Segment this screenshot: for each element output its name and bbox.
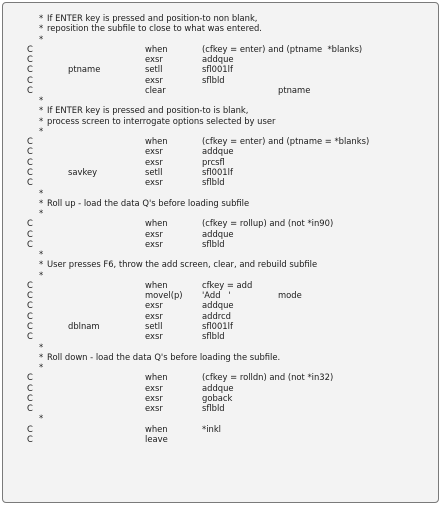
comment-marker: *: [39, 413, 44, 424]
comment-marker: *: [39, 351, 44, 362]
line-spec: C: [27, 64, 33, 75]
factor1: ptname: [68, 64, 101, 75]
opcode: movel(p): [145, 290, 183, 301]
factor2: 'Add ': [202, 290, 231, 301]
code-line: [3, 13, 438, 23]
comment-marker: *: [39, 13, 44, 23]
code-line: [3, 393, 438, 403]
code-line: [3, 126, 438, 136]
comment-marker: *: [39, 23, 44, 34]
code-line: [3, 383, 438, 393]
code-line: [3, 342, 438, 352]
code-line: [3, 136, 438, 146]
opcode: when: [145, 423, 168, 434]
factor2: addrcd: [202, 310, 231, 321]
opcode: exsr: [145, 310, 163, 321]
code-line: [3, 105, 438, 115]
line-spec: C: [27, 382, 33, 393]
opcode: clear: [145, 84, 166, 95]
opcode: exsr: [145, 382, 163, 393]
opcode: exsr: [145, 54, 163, 65]
line-spec: C: [27, 156, 33, 167]
code-line: [3, 218, 438, 228]
code-line: [3, 146, 438, 156]
comment-marker: *: [39, 208, 44, 219]
line-spec: C: [27, 74, 33, 85]
line-spec: C: [27, 310, 33, 321]
code-line: [3, 331, 438, 341]
code-line: [3, 75, 438, 85]
factor2: (cfkey = enter) and (ptname = *blanks): [202, 136, 370, 147]
line-spec: C: [27, 228, 33, 239]
code-line: [3, 352, 438, 362]
opcode: exsr: [145, 238, 163, 249]
code-line: [3, 34, 438, 44]
factor2: sfl001lf: [202, 320, 233, 331]
code-line: [3, 44, 438, 54]
line-spec: C: [27, 84, 33, 95]
comment-text: User presses F6, throw the add screen, clear, and rebuild subfile: [47, 259, 318, 270]
factor2: prcsfl: [202, 156, 225, 167]
code-listing: [3, 13, 438, 444]
comment-text: process screen to interrogate options selected by user: [47, 115, 276, 126]
opcode: when: [145, 136, 168, 147]
code-line: [3, 259, 438, 269]
result-field: ptname: [278, 84, 311, 95]
factor2: sfl001lf: [202, 64, 233, 75]
code-line: [3, 177, 438, 187]
code-line: [3, 85, 438, 95]
factor2: sflbld: [202, 331, 225, 342]
code-line: [3, 290, 438, 300]
line-spec: C: [27, 320, 33, 331]
comment-marker: *: [39, 197, 44, 208]
comment-marker: *: [39, 33, 44, 44]
factor2: *inkl: [202, 423, 221, 434]
factor2: sflbld: [202, 177, 225, 188]
comment-text: Roll down - load the data Q's before loading the subfile.: [47, 351, 281, 362]
factor2: sflbld: [202, 403, 225, 414]
factor2: addque: [202, 382, 234, 393]
comment-marker: *: [39, 95, 44, 106]
comment-marker: *: [39, 105, 44, 116]
line-spec: C: [27, 238, 33, 249]
code-line: [3, 239, 438, 249]
factor2: (cfkey = enter) and (ptname *blanks): [202, 43, 363, 54]
line-spec: C: [27, 392, 33, 403]
line-spec: C: [27, 372, 33, 383]
code-line: [3, 311, 438, 321]
comment-marker: *: [39, 259, 44, 270]
code-line: [3, 188, 438, 198]
code-line: [3, 167, 438, 177]
factor2: addque: [202, 146, 234, 157]
factor2: addque: [202, 300, 234, 311]
factor2: sfl001lf: [202, 166, 233, 177]
comment-text: If ENTER key is pressed and position-to is blank,: [47, 105, 249, 116]
line-spec: C: [27, 331, 33, 342]
factor2: goback: [202, 392, 233, 403]
opcode: when: [145, 218, 168, 229]
opcode: exsr: [145, 300, 163, 311]
code-line: [3, 116, 438, 126]
line-spec: C: [27, 43, 33, 54]
code-line: [3, 424, 438, 434]
comment-marker: *: [39, 269, 44, 280]
factor1: savkey: [68, 166, 98, 177]
opcode: exsr: [145, 228, 163, 239]
opcode: exsr: [145, 74, 163, 85]
factor2: (cfkey = rolldn) and (not *in32): [202, 372, 334, 383]
line-spec: C: [27, 166, 33, 177]
opcode: exsr: [145, 177, 163, 188]
comment-marker: *: [39, 249, 44, 260]
code-line: [3, 372, 438, 382]
code-line: [3, 54, 438, 64]
opcode: when: [145, 279, 168, 290]
line-spec: C: [27, 300, 33, 311]
factor2: cfkey = add: [202, 279, 253, 290]
line-spec: C: [27, 136, 33, 147]
code-line: [3, 434, 438, 444]
opcode: exsr: [145, 146, 163, 157]
code-line: [3, 95, 438, 105]
comment-marker: *: [39, 362, 44, 373]
code-line: [3, 280, 438, 290]
comment-marker: *: [39, 115, 44, 126]
opcode: exsr: [145, 403, 163, 414]
code-listing-panel: [2, 2, 439, 503]
code-line: [3, 300, 438, 310]
comment-marker: *: [39, 341, 44, 352]
comment-marker: *: [39, 125, 44, 136]
factor2: addque: [202, 228, 234, 239]
line-spec: C: [27, 423, 33, 434]
line-spec: C: [27, 177, 33, 188]
code-line: [3, 403, 438, 413]
opcode: exsr: [145, 156, 163, 167]
opcode: setll: [145, 320, 163, 331]
comment-text: Roll up - load the data Q's before loading subfile: [47, 197, 250, 208]
opcode: when: [145, 372, 168, 383]
code-line: [3, 270, 438, 280]
comment-text: reposition the subfile to close to what was entered.: [47, 23, 262, 34]
code-line: [3, 157, 438, 167]
factor2: addque: [202, 54, 234, 65]
code-line: [3, 23, 438, 33]
code-line: [3, 249, 438, 259]
factor1: dblnam: [68, 320, 100, 331]
code-line: [3, 321, 438, 331]
code-line: [3, 413, 438, 423]
result-field: mode: [278, 290, 302, 301]
code-line: [3, 64, 438, 74]
line-spec: C: [27, 290, 33, 301]
line-spec: C: [27, 279, 33, 290]
factor2: (cfkey = rollup) and (not *in90): [202, 218, 334, 229]
line-spec: C: [27, 403, 33, 414]
opcode: when: [145, 43, 168, 54]
opcode: setll: [145, 166, 163, 177]
line-spec: C: [27, 218, 33, 229]
code-line: [3, 362, 438, 372]
line-spec: C: [27, 54, 33, 65]
factor2: sflbld: [202, 74, 225, 85]
line-spec: C: [27, 146, 33, 157]
opcode: leave: [145, 433, 168, 444]
factor2: sflbld: [202, 238, 225, 249]
line-spec: C: [27, 433, 33, 444]
opcode: exsr: [145, 331, 163, 342]
code-line: [3, 208, 438, 218]
comment-text: If ENTER key is pressed and position-to non blank,: [47, 13, 258, 23]
comment-marker: *: [39, 187, 44, 198]
opcode: setll: [145, 64, 163, 75]
code-line: [3, 198, 438, 208]
code-line: [3, 229, 438, 239]
opcode: exsr: [145, 392, 163, 403]
